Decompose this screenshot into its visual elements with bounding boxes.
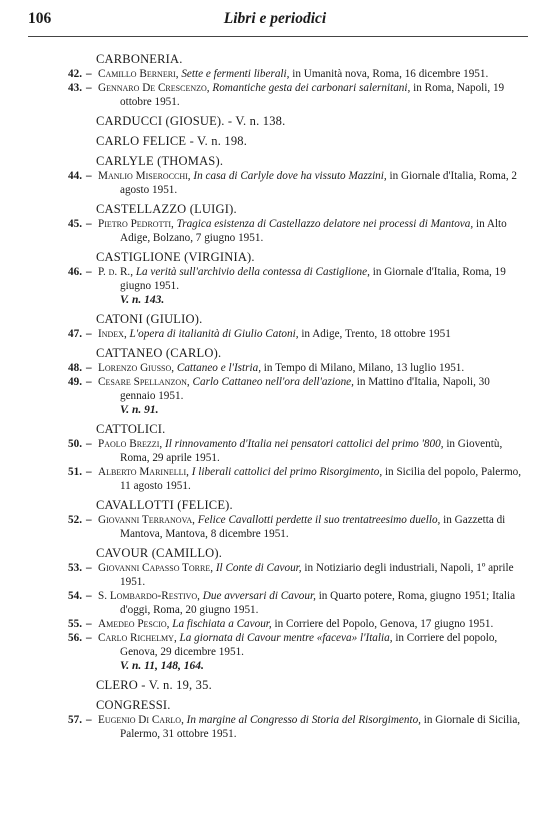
entry-author: Amedeo Pescio, — [98, 618, 170, 630]
section-heading: CAVOUR (CAMILLO). — [96, 546, 223, 560]
entry-number: 51. — [68, 466, 82, 478]
entry-author: Carlo Richelmy, — [98, 632, 177, 644]
entry-title: La giornata di Cavour mentre «faceva» l'Italia, — [179, 632, 393, 644]
bibliography-entry — [0, 631, 550, 659]
bibliography-entry — [0, 561, 550, 589]
section-heading: CONGRESSI. — [96, 698, 171, 712]
entry-title: L'opera di italianità di Giulio Catoni, — [129, 328, 299, 340]
entry-dash-separator: – — [86, 376, 92, 388]
bibliography-entry — [0, 217, 550, 245]
entry-title: Due avversari di Cavour, — [202, 590, 316, 602]
section-heading: CARBONERIA. — [96, 52, 183, 66]
entry-author: Eugenio Di Carlo, — [98, 714, 184, 726]
entry-publication: in Notiziario degli industriali, Napoli, 1º aprile 1951. — [120, 562, 514, 588]
entry-author: Alberto Marinelli, — [98, 466, 189, 478]
entry-number: 43. — [68, 82, 82, 94]
entry-publication: in Gioventù, Roma, 29 aprile 1951. — [120, 438, 503, 464]
entry-title: Sette e fermenti liberali, — [181, 68, 290, 80]
bibliography-entry — [0, 513, 550, 541]
entry-author: P. d. R., — [98, 266, 134, 278]
bibliography-entry — [0, 81, 550, 109]
entry-number: 46. — [68, 266, 82, 278]
section-heading: CATONI (GIULIO). — [96, 312, 203, 326]
section-heading: CARDUCCI (GIOSUE). - V. n. 138. — [96, 114, 286, 128]
entry-number: 45. — [68, 218, 82, 230]
bibliography-entry — [0, 589, 550, 617]
entry-title: I liberali cattolici del primo Risorgimento, — [191, 466, 383, 478]
entry-number: 47. — [68, 328, 82, 340]
entry-title: Il Conte di Cavour, — [215, 562, 302, 574]
running-title: Libri e periodici — [223, 10, 327, 27]
section-heading: CASTIGLIONE (VIRGINIA). — [96, 250, 255, 264]
entry-title: In margine al Congresso di Storia del Risorgimento, — [186, 714, 421, 726]
entry-author: Giovanni Terranova, — [98, 514, 195, 526]
entry-cross-reference: V. n. 143. — [120, 294, 165, 306]
bibliography-entry — [0, 375, 550, 403]
entry-publication: in Quarto potere, Roma, giugno 1951; Italia d'oggi, Roma, 20 giugno 1951. — [120, 590, 516, 616]
entry-author: Paolo Brezzi, — [98, 438, 163, 450]
entry-publication: in Roma, Napoli, 19 ottobre 1951. — [120, 82, 505, 108]
section-heading: CATTANEO (CARLO). — [96, 346, 222, 360]
entry-number: 52. — [68, 514, 82, 526]
section-heading: CATTOLICI. — [96, 422, 166, 436]
entry-author: Index, — [98, 328, 127, 340]
entry-author: Lorenzo Giusso, — [98, 362, 175, 374]
bibliography-entry — [0, 169, 550, 197]
entry-title: La verità sull'archivio della contessa di Castiglione, — [135, 266, 370, 278]
entry-number: 42. — [68, 68, 82, 80]
entry-number: 57. — [68, 714, 82, 726]
entry-author: Cesare Spellanzon, — [98, 376, 190, 388]
page-header — [28, 10, 522, 34]
entry-number: 50. — [68, 438, 82, 450]
entry-title: Felice Cavallotti perdette il suo trentatreesimo duello, — [197, 514, 441, 526]
entry-publication: in Adige, Trento, 18 ottobre 1951 — [301, 328, 451, 340]
entry-publication: in Mattino d'Italia, Napoli, 30 gennaio 1951. — [120, 376, 490, 402]
entry-dash-separator: – — [86, 362, 92, 374]
entry-number: 54. — [68, 590, 82, 602]
entry-cross-reference: V. n. 11, 148, 164. — [120, 660, 204, 672]
entry-author: Giovanni Capasso Torre, — [98, 562, 214, 574]
entry-dash-separator: – — [86, 562, 92, 574]
entry-title: Carlo Cattaneo nell'ora dell'azione, — [192, 376, 354, 388]
bibliography-entry — [0, 617, 550, 631]
entry-cross-reference: V. n. 91. — [120, 404, 159, 416]
bibliography-entry — [0, 465, 550, 493]
entry-title: Romantiche gesta dei carbonari salernitani, — [212, 82, 411, 94]
bibliography-entry — [0, 437, 550, 465]
entry-publication: in Giornale d'Italia, Roma, 2 agosto 1951. — [120, 170, 518, 196]
section-heading: CLERO - V. n. 19, 35. — [96, 678, 212, 692]
entry-publication: in Corriere del popolo, Genova, 29 dicembre 1951. — [120, 632, 498, 658]
entry-dash-separator: – — [86, 714, 92, 726]
entry-dash-separator: – — [86, 218, 92, 230]
entry-dash-separator: – — [86, 514, 92, 526]
entry-publication: in Gazzetta di Mantova, Mantova, 8 dicembre 1951. — [120, 514, 506, 540]
section-heading: CAVALLOTTI (FELICE). — [96, 498, 233, 512]
entry-author: S. Lombardo-Restivo, — [98, 590, 200, 602]
entry-number: 55. — [68, 618, 82, 630]
entry-dash-separator: – — [86, 466, 92, 478]
section-heading: CARLYLE (THOMAS). — [96, 154, 224, 168]
entry-publication: in Umanità nova, Roma, 16 dicembre 1951. — [292, 68, 489, 80]
entry-number: 56. — [68, 632, 82, 644]
entry-author: Manlio Miserocchi, — [98, 170, 191, 182]
section-heading: CASTELLAZZO (LUIGI). — [96, 202, 237, 216]
bibliography-list — [0, 46, 550, 741]
entry-dash-separator: – — [86, 170, 92, 182]
entry-title: Tragica esistenza di Castellazzo delatore nei processi di Mantova, — [176, 218, 474, 230]
entry-title: La fischiata a Cavour, — [172, 618, 272, 630]
bibliography-entry — [0, 361, 550, 375]
entry-author: Camillo Berneri, — [98, 68, 179, 80]
entry-author: Gennaro De Crescenzo, — [98, 82, 210, 94]
entry-number: 44. — [68, 170, 82, 182]
entry-dash-separator: – — [86, 266, 92, 278]
header-rule — [28, 36, 528, 37]
entry-dash-separator: – — [86, 618, 92, 630]
entry-title: Il rinnovamento d'Italia nei pensatori cattolici del primo '800, — [164, 438, 444, 450]
entry-number: 48. — [68, 362, 82, 374]
entry-author: Pietro Pedrotti, — [98, 218, 174, 230]
entry-dash-separator: – — [86, 328, 92, 340]
bibliography-entry — [0, 265, 550, 293]
entry-title: Cattaneo e l'Istria, — [176, 362, 261, 374]
entry-number: 53. — [68, 562, 82, 574]
entry-dash-separator: – — [86, 590, 92, 602]
entry-publication: in Alto Adige, Bolzano, 7 giugno 1951. — [120, 218, 507, 244]
entry-dash-separator: – — [86, 68, 92, 80]
bibliography-entry — [0, 327, 550, 341]
entry-dash-separator: – — [86, 632, 92, 644]
entry-publication: in Corriere del Popolo, Genova, 17 giugno 1951. — [274, 618, 494, 630]
entry-publication: in Giornale d'Italia, Roma, 19 giugno 1951. — [120, 266, 506, 292]
entry-title: In casa di Carlyle dove ha vissuto Mazzini, — [193, 170, 387, 182]
bibliography-entry — [0, 713, 550, 741]
entry-number: 49. — [68, 376, 82, 388]
entry-publication: in Tempo di Milano, Milano, 13 luglio 1951. — [263, 362, 465, 374]
bibliography-entry — [0, 67, 550, 81]
page-number: 106 — [28, 10, 52, 27]
entry-dash-separator: – — [86, 438, 92, 450]
entry-publication: in Sicilia del popolo, Palermo, 11 agosto 1951. — [120, 466, 522, 492]
entry-publication: in Giornale di Sicilia, Palermo, 31 ottobre 1951. — [120, 714, 521, 740]
entry-dash-separator: – — [86, 82, 92, 94]
section-heading: CARLO FELICE - V. n. 198. — [96, 134, 248, 148]
